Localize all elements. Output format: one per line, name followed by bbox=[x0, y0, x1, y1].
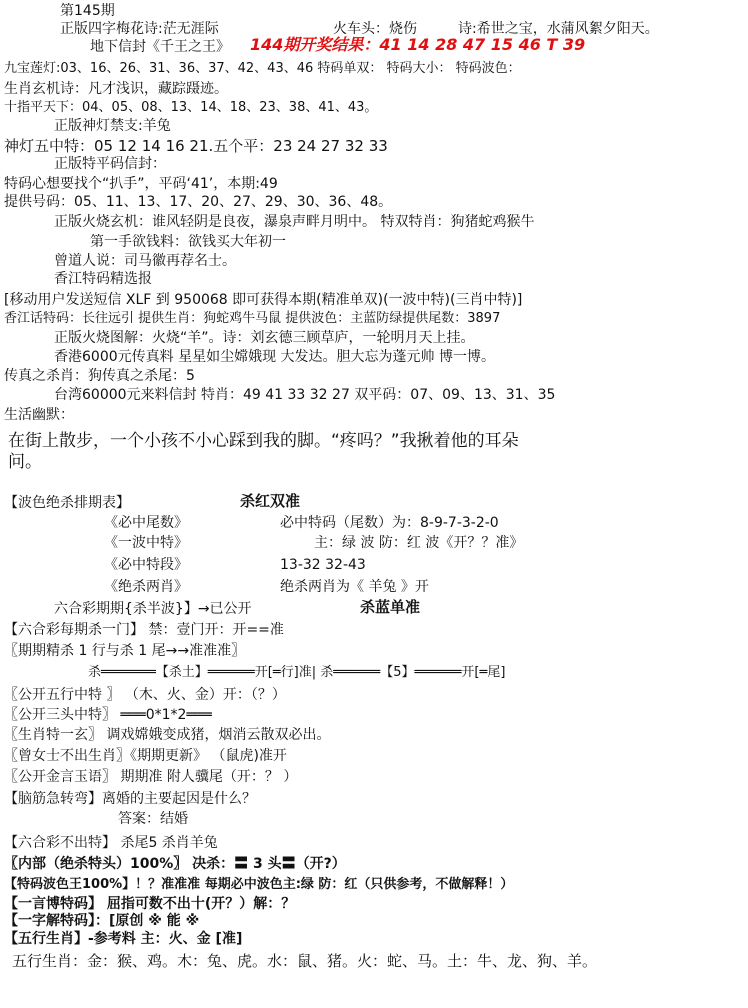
buchute: 【六合彩不出特】 杀尾5 杀肖羊兔 bbox=[4, 835, 218, 851]
bizhong-weishu-label: 《必中尾数》 bbox=[104, 515, 188, 531]
santou-zhongte: 〖公开三头中特〗 ═══0*1*2═══ bbox=[4, 707, 212, 723]
shayimen: 【六合彩每期杀一门】 禁：壹门开：开==准 bbox=[4, 622, 284, 638]
yizi-tema: 【一字解特码】：[原创 ※ 能 ※ bbox=[4, 913, 200, 929]
kill-red-double: 杀红双准 bbox=[240, 492, 301, 510]
qiqi-jingsha: 〖期期精杀 1 行与杀 1 尾→→准准准〗 bbox=[4, 643, 246, 659]
brain-teaser-answer: 答案：结婚 bbox=[118, 811, 188, 827]
yibo-value: 主：绿 波 防：红 波《开？？准》 bbox=[314, 535, 524, 551]
wuxing-zhongte: 〖公开五行中特 〗 （木、火、金）开：（？） bbox=[4, 687, 286, 703]
fax-kill: 传真之杀肖：狗传真之杀尾：5 bbox=[4, 368, 195, 384]
jueshaliangxiao-value: 绝杀两肖为《 羊兔 》开 bbox=[280, 579, 429, 595]
sms-promo: [移动用户发送短信 XLF 到 950068 即可获得本期(精准单双)(一波中特)(三肖中特)] bbox=[4, 292, 523, 308]
shendeng-wuzhong: 神灯五中特：05 12 14 16 21.五个平：23 24 27 32 33 bbox=[4, 137, 388, 155]
kill-blue-single: 杀蓝单准 bbox=[360, 598, 421, 616]
teduan-label: 《必中特段》 bbox=[104, 557, 188, 573]
wuxing-shengxiao-list: 五行生肖：金：猴、鸡。木：兔、虎。水：鼠、猪。火：蛇、马。土：牛、龙、狗、羊。 bbox=[12, 952, 598, 970]
dixia-envelope: 地下信封《千王之王》 bbox=[90, 39, 230, 55]
bizhong-weishu-value: 必中特码（尾数）为：8-9-7-3-2-0 bbox=[280, 515, 499, 531]
shengxiao-poem: 生肖玄机诗：凡才浅识，藏踪蹑迹。 bbox=[4, 81, 228, 97]
joke-line-2: 问。 bbox=[8, 452, 42, 472]
tema-bosewang: 【特码波色王100%】！？准准准 每期必中波色主:绿 防：红（只供参考，不做解释！） bbox=[4, 877, 514, 892]
teduan-value: 13-32 32-43 bbox=[280, 557, 366, 573]
tepingma-envelope: 正版特平码信封： bbox=[54, 156, 166, 172]
neibu-jueshatetou: 〖内部（绝杀特头）100%〗 决杀：〓 3 头〓（开?） bbox=[4, 856, 346, 872]
yibo-label: 《一波中特》 bbox=[104, 535, 188, 551]
sha-tu-line: 杀═══════【杀土】══════开[═行]准| 杀══════【5】══════开[═尾] bbox=[88, 665, 506, 680]
shizhi-line: 十指平天下：04、05、08、13、14、18、23、38、41、43。 bbox=[4, 100, 378, 115]
tema-xinxiang: 特码心想要找个“扒手”，平码‘41’，本期:49 bbox=[4, 176, 278, 192]
wuxing-shengxiao-ref: 【五行生肖】-参考料 主：火、金 [准] bbox=[4, 931, 243, 947]
joke-line-1: 在街上散步，一个小孩不小心踩到我的脚。“疼吗？”我揪着他的耳朵 bbox=[8, 431, 519, 451]
diyishou-line: 第一手欲钱料：欲钱买大年初一 bbox=[90, 234, 286, 250]
jueshaliangxiao-label: 《绝杀两肖》 bbox=[104, 579, 188, 595]
taiwan-envelope: 台湾60000元来料信封 特肖：49 41 33 32 27 双平码：07、09、13、31、35 bbox=[54, 387, 556, 403]
huoshao-xuanji: 正版火烧玄机：谁风轻阴是良夜，瀑泉声畔月明中。 特双特肖：狗猪蛇鸡猴牛 bbox=[54, 214, 535, 230]
xiangjiang-hua: 香江话特码：长往远引 提供生肖：狗蛇鸡牛马鼠 提供波色：主蓝防绿提供尾数：3897 bbox=[4, 311, 501, 326]
shengxiao-teyixuan: 〖生肖特一玄〗 调戏嫦娥变成猪，烟消云散双必出。 bbox=[4, 727, 331, 743]
zeng-nvshi: 〖曾女士不出生肖〗《期期更新》 （鼠虎)准开 bbox=[4, 748, 287, 764]
huochetou: 火车头：烧伤 bbox=[333, 21, 417, 37]
hongkong-fax: 香港6000元传真料 星星如尘嫦娥现 大发达。胆大忘为蓬元帅 博一博。 bbox=[54, 349, 495, 365]
humor-label: 生活幽默： bbox=[4, 407, 74, 423]
xiangjiang-title: 香江特码精选报 bbox=[54, 271, 152, 287]
poem-line: 诗:希世之宝，水蒲风絮夕阳天。 bbox=[458, 21, 659, 37]
bose-table-title: 【波色绝杀排期表】 bbox=[4, 495, 130, 511]
huoshao-tujie: 正版火烧图解：火烧“羊”。诗：刘玄德三顾草庐，一轮明月天上挂。 bbox=[54, 330, 475, 346]
brain-teaser: 【脑筋急转弯】离婚的主要起因是什么？ bbox=[4, 791, 256, 807]
zengdaoren-line: 曾道人说：司马徽再荐名士。 bbox=[54, 253, 236, 269]
draw-result: 144期开奖结果：41 14 28 47 15 46 T 39 bbox=[250, 35, 586, 54]
zhengban-poem: 正版四字梅花诗:茫无涯际 bbox=[60, 21, 219, 37]
jinyan-yuyu: 〖公开金言玉语〗 期期准 附人骥尾（开：？ ） bbox=[4, 769, 298, 785]
liuhecai-banbo: 六合彩期期{杀半波}】→已公开 bbox=[54, 601, 252, 617]
shendeng-jinzhi: 正版神灯禁支:羊兔 bbox=[54, 118, 171, 134]
jiubao-lamp: 九宝莲灯:03、16、26、31、36、37、42、43、46 特码单双： 特码大小： 特码波色： bbox=[4, 61, 521, 76]
provided-numbers: 提供号码：05、11、13、17、20、27、29、30、36、48。 bbox=[4, 194, 393, 210]
issue-number: 第145期 bbox=[60, 3, 115, 19]
yiyan-tema: 【一言博特码】 屈指可数不出十(开？）解：？ bbox=[4, 896, 296, 912]
